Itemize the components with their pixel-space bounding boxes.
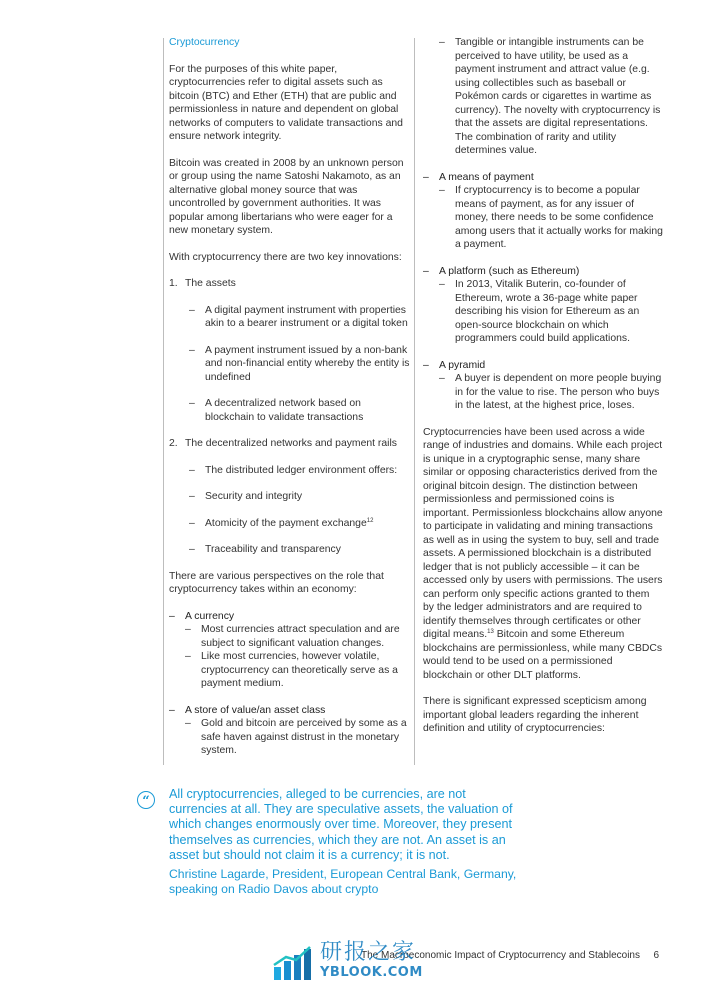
perspective-group [169, 610, 411, 691]
perspective-item-text: If cryptocurrency is to become a popular means of payment, as for any issuer of money, there needs to be some confidence among users that it actually works for making a payment. [455, 185, 663, 250]
sub-item-text: Traceability and transparency [205, 544, 341, 555]
dash-bullet: – [189, 544, 195, 555]
footnote-ref[interactable]: 13 [487, 629, 494, 635]
quote-attribution: Christine Lagarde, President, European Central Bank, Germany, speaking on Radio Davos about crypto [169, 867, 517, 896]
numbered-item [169, 277, 411, 291]
dash-bullet: – [169, 610, 175, 622]
sub-list-item [169, 344, 411, 385]
dash-bullet: – [423, 359, 429, 371]
left-column [169, 36, 411, 771]
footnote-ref[interactable]: 12 [366, 517, 374, 524]
paragraph: With cryptocurrency there are two key innovations: [169, 251, 402, 263]
paragraph: There are various perspectives on the role that cryptocurrency takes within an economy: [169, 570, 384, 595]
perspective-title-text: A currency [185, 610, 235, 622]
sub-list-item [169, 464, 411, 478]
sub-list-item [169, 490, 411, 504]
perspective-item [169, 717, 411, 758]
item-label: The assets [185, 278, 236, 289]
watermark [272, 937, 442, 987]
footer-title: The Macroeconomic Impact of Cryptocurrency and Stablecoins [360, 950, 640, 961]
sub-list-item [169, 304, 411, 331]
sub-item-text: A payment instrument issued by a non-bank and non-financial entity whereby the entity is undefined [205, 344, 410, 383]
watermark-chinese-text: 研报之家 [320, 940, 417, 965]
dash-bullet: – [439, 279, 445, 290]
perspective-title [423, 359, 663, 373]
quote-text: All cryptocurrencies, alleged to be currencies, are not currencies at all. They are speculative assets, the valuation of which changes enormously over time. Moreover, they present themselves as currencies, which they are not. An asset is an asset but should not claim it is a currency; it is not. [169, 787, 513, 862]
perspective-item [169, 623, 411, 650]
dash-bullet: – [185, 624, 191, 635]
sub-item-text: A digital payment instrument with properties akin to a bearer instrument or a digital token [205, 304, 408, 329]
perspective-title-text: A store of value/an asset class [185, 704, 326, 716]
perspective-item-text: In 2013, Vitalik Buterin, co-founder of Ethereum, wrote a 36-page white paper describing his vision for Ethereum as an open-source blockchain on which programmers could build applications. [455, 279, 640, 344]
dash-bullet: – [189, 464, 195, 476]
item-label: The decentralized networks and payment rails [185, 438, 397, 449]
perspective-group [423, 359, 663, 413]
item-number: 2. [169, 438, 178, 449]
dash-bullet: – [439, 37, 445, 48]
bar-chart-logo-icon [272, 945, 314, 981]
perspective-group [423, 171, 663, 252]
dash-bullet: – [439, 185, 445, 196]
dash-bullet: – [185, 718, 191, 729]
perspective-title [169, 610, 411, 624]
watermark-url: YBLOOK.COM [320, 965, 423, 980]
perspective-item [423, 278, 663, 346]
dash-bullet: – [423, 171, 429, 183]
sub-item-text: A decentralized network based on blockchain to validate transactions [205, 398, 364, 423]
section-heading: Cryptocurrency [169, 37, 240, 48]
perspective-item-text: Like most currencies, however volatile, cryptocurrency can theoretically serve as a payment medium. [201, 651, 398, 689]
perspective-group [423, 265, 663, 346]
perspective-item-text: Most currencies attract speculation and are subject to significant valuation changes. [201, 624, 400, 649]
numbered-item [169, 437, 411, 451]
perspective-item-text: Gold and bitcoin are perceived by some as a safe haven against distrust in the monetary system. [201, 718, 407, 756]
perspective-item-text: Tangible or intangible instruments can be perceived to have utility, be used as a payment instrument and attract value (e.g. using collectibles such as baseball or Pokémon cards or cigarettes in wartime as currency). The novelty with cryptocurrency is that the assets are digital representations. The combination of rarity and utility determines value. [455, 37, 661, 156]
perspective-title [423, 171, 663, 185]
perspective-item [423, 184, 663, 252]
dash-bullet: – [189, 398, 195, 409]
pull-quote [169, 787, 519, 896]
perspective-item [169, 650, 411, 691]
perspective-title-text: A platform (such as Ethereum) [439, 265, 580, 277]
paragraph-text: Cryptocurrencies have been used across a wide range of industries and domains. While each project is unique in a cryptographic sense, many share similar or opposing characteristics derived from the original bitcoin design. The distinction between permissionless and permissioned coins is important. Permissionless blockchains allow anyone to participate in validating and mining transactions as well as in using the system to buy, sell and trade assets. A permissioned blockchain is a distributed ledger that is not publicly accessible – it can be accessed only by users with permissions. The users can perform only specific actions granted to them by the ledger administrators and are required to identify themselves through certificates or other digital means. [423, 426, 663, 640]
perspective-item [423, 372, 663, 413]
dash-bullet: – [169, 704, 175, 716]
perspective-item [423, 36, 663, 158]
item-number: 1. [169, 278, 178, 289]
perspective-title [169, 704, 411, 718]
page-number: 6 [653, 950, 659, 961]
perspective-title-text: A pyramid [439, 359, 486, 371]
paragraph [423, 426, 663, 683]
perspective-item-text: A buyer is dependent on more people buying in for the value to rise. The person who buys in the latest, at the highest price, loses. [455, 373, 662, 411]
sub-list-item [169, 543, 411, 557]
dash-bullet: – [185, 651, 191, 662]
paragraph: For the purposes of this white paper, cryptocurrencies refer to digital assets such as bitcoin (BTC) and Ether (ETH) that are public and permissionless in nature and dependent on global networks of computers to validate transactions and ensure network integrity. [169, 63, 403, 142]
paragraph-text: Bitcoin and some Ethereum blockchains are permissionless, while many CBDCs would tend to be used on a permissioned blockchain or other DLT platforms. [423, 629, 663, 681]
dash-bullet: – [189, 344, 195, 356]
left-column-rule [163, 38, 164, 765]
paragraph: Bitcoin was created in 2008 by an unknown person or group using the name Satoshi Nakamoto, as an alternative global money source that was uncontrolled by government authorities. It was popular among libertarians who were eager for a new monetary system. [169, 157, 404, 236]
sub-list-item [169, 397, 411, 424]
paragraph: There is significant expressed scepticism among important global leaders regarding the inherent definition and utility of cryptocurrencies: [423, 696, 647, 734]
perspective-title [423, 265, 663, 279]
sub-item-text: Security and integrity [205, 491, 303, 502]
right-column [423, 36, 663, 749]
quote-icon: “ [137, 791, 155, 809]
dash-bullet: – [423, 265, 429, 277]
perspective-title-text: A means of payment [439, 171, 534, 183]
dash-bullet: – [189, 304, 195, 316]
dash-bullet: – [439, 373, 445, 384]
column-divider [414, 38, 415, 765]
dash-bullet: – [189, 491, 195, 502]
perspective-group [169, 704, 411, 758]
sub-list-item [169, 517, 411, 531]
sub-item-text: The distributed ledger environment offers: [205, 464, 398, 476]
dash-bullet: – [189, 517, 195, 529]
sub-item-text: Atomicity of the payment exchange [205, 517, 367, 529]
